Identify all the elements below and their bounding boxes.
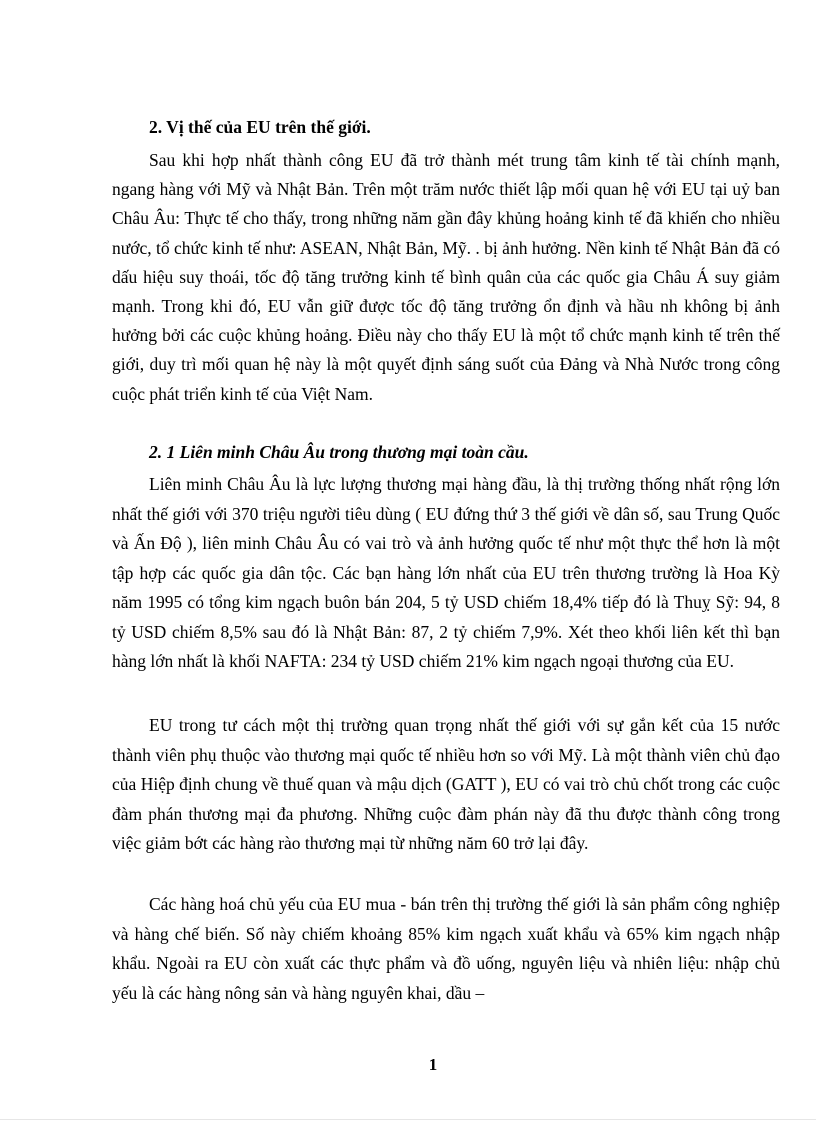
section-heading: 2. Vị thế của EU trên thế giới. [149,117,371,137]
page-bottom-divider [0,1119,816,1120]
page-number: 1 [428,1055,438,1074]
paragraph-eu-world-position: Sau khi hợp nhất thành công EU đã trở thành mét trung tâm kinh tế tài chính mạnh, ngang hàng với Mỹ và Nhật Bản. Trên một trăm nước thiết lập mối quan hệ với EU tại uỷ ban Châu Âu: Thực tế cho thấy, trong những năm gần đây khủng hoảng kinh tế đã khiến cho nhiều nước, tổ chức kinh tế như: ASEAN, Nhật Bản, Mỹ. . bị ảnh hưởng. Nền kinh tế Nhật Bản đã có dấu hiệu suy thoái, tốc độ tăng trưởng kinh tế bình quân của các quốc gia Châu Á suy giảm mạnh. Trong khi đó, EU vẫn giữ được tốc độ tăng trưởng ổn định và hầu nh không bị ảnh hưởng bởi các cuộc khủng hoảng. Điều này cho thấy EU là một tổ chức mạnh kinh tế trên thế giới, duy trì mối quan hệ này là một quyết định sáng suốt của Đảng và Nhà Nước trong công cuộc phát triển kinh tế của Việt Nam. [112,150,780,404]
paragraph-eu-trade-force: Liên minh Châu Âu là lực lượng thương mại hàng đầu, là thị trường thống nhất rộng lớn nhất thế giới với 370 triệu người tiêu dùng ( EU đứng thứ 3 thế giới về dân số, sau Trung Quốc và Ấn Độ ), liên minh Châu Âu có vai trò và ảnh hưởng quốc tế như một thực thể hơn là một tập hợp các quốc gia dân tộc. Các bạn hàng lớn nhất của EU trên thương trường là Hoa Kỳ năm 1995 có tổng kim ngạch buôn bán 204, 5 tỷ USD chiếm 18,4% tiếp đó là Thuỵ Sỹ: 94, 8 tỷ USD chiếm 8,5% sau đó là Nhật Bản: 87, 2 tỷ chiếm 7,9%. Xét theo khối liên kết thì bạn hàng lớn nhất là khối NAFTA: 234 tỷ USD chiếm 21% kim ngạch ngoại thương của EU. [112,474,780,671]
paragraph-eu-goods: Các hàng hoá chủ yếu của EU mua - bán trên thị trường thế giới là sản phẩm công nghiệp và hàng chế biến. Số này chiếm khoảng 85% kim ngạch xuất khẩu và 65% kim ngạch nhập khẩu. Ngoài ra EU còn xuất các thực phẩm và đồ uống, nguyên liệu và nhiên liệu: nhập chủ yếu là các hàng nông sản và hàng nguyên khai, dầu – [112,894,780,1003]
paragraph-eu-market-gatt: EU trong tư cách một thị trường quan trọng nhất thế giới với sự gắn kết của 15 nước thành viên phụ thuộc vào thương mại quốc tế nhiều hơn so với Mỹ. Là một thành viên chủ đạo của Hiệp định chung về thuế quan và mậu dịch (GATT ), EU có vai trò chủ chốt trong các cuộc đàm phán thương mại đa phương. Những cuộc đàm phán này đã thu được thành công trong việc giảm bớt các hàng rào thương mại từ những năm 60 trở lại đây. [112,715,780,853]
subsection-heading: 2. 1 Liên minh Châu Âu trong thương mại toàn cầu. [149,442,529,462]
